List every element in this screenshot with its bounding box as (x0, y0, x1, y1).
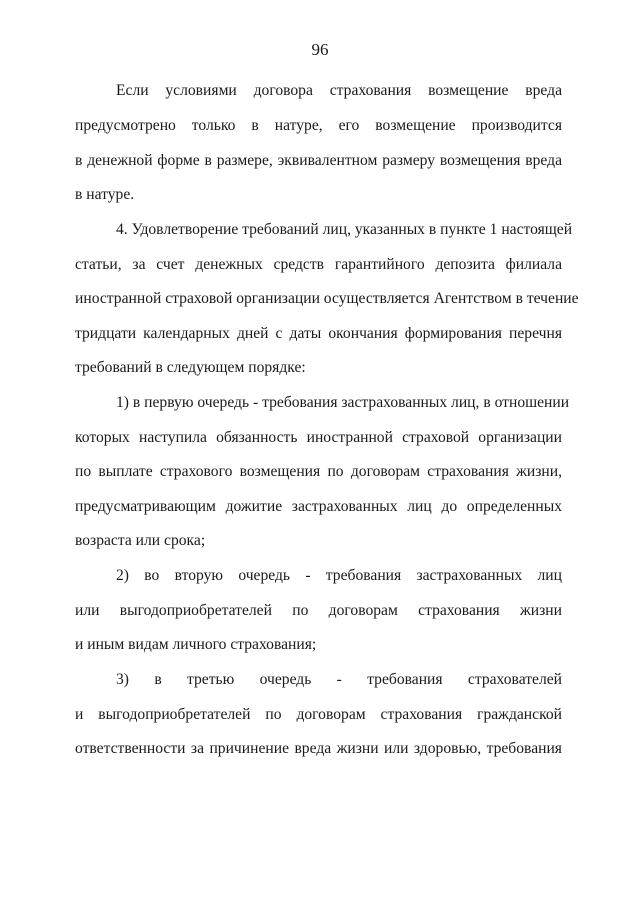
text-line: возраста или срока; (75, 532, 206, 549)
text-line: и выгодоприобретателей по договорам страхования гражданской (75, 706, 562, 723)
text-line: 1) в первую очередь - требования застрахованных лиц, в отношении (116, 394, 570, 411)
text-line: по выплате страхового возмещения по договорам страхования жизни, (75, 463, 562, 480)
text-line: предусмотрено только в натуре, его возмещение производится (75, 117, 562, 134)
text-line: Если условиями договора страхования возмещение вреда (116, 82, 562, 99)
text-line: ответственности за причинение вреда жизни или здоровью, требования (75, 740, 562, 757)
text-line: в денежной форме в размере, эквивалентном размеру возмещения вреда (75, 152, 562, 169)
text-line: иностранной страховой организации осуществляется Агентством в течение (75, 290, 579, 307)
text-line: 3) в третью очередь - требования страхователей (116, 671, 562, 688)
text-line: и иным видам личного страхования; (75, 636, 317, 653)
text-line: 4. Удовлетворение требований лиц, указанных в пункте 1 настоящей (116, 221, 573, 238)
text-line: тридцати календарных дней с даты окончания формирования перечня (75, 325, 562, 342)
text-line: или выгодоприобретателей по договорам страхования жизни (75, 602, 562, 619)
text-line: требований в следующем порядке: (75, 359, 306, 376)
text-line: предусматривающим дожитие застрахованных лиц до определенных (75, 498, 562, 515)
text-line: 2) во вторую очередь - требования застрахованных лиц (116, 567, 562, 584)
text-line: в натуре. (75, 186, 135, 203)
text-line: которых наступила обязанность иностранной страховой организации (75, 429, 562, 446)
text-line: статьи, за счет денежных средств гарантийного депозита филиала (75, 256, 562, 273)
page-number: 96 (311, 40, 329, 59)
